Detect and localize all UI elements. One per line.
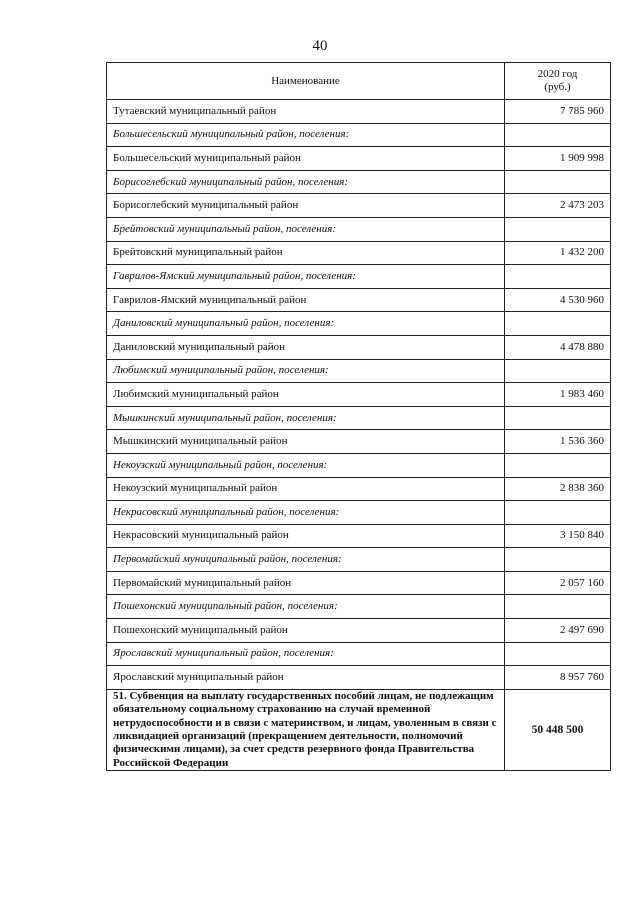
- budget-table: [106, 62, 611, 771]
- table-row: [107, 147, 611, 171]
- district-amount: 1 983 460: [505, 383, 611, 407]
- subvention-title: 51. Субвенция на выплату государственных пособий лицам, не подлежащим обязательному социальному страхованию на случай временной нетрудоспособности и в связи с материнством, и лицам, уволенным в связи с ликвидацией организаций (прекращением деятельности, полномочий физическими лицами), за счет средств резервного фонда Правительства Российской Федерации: [107, 689, 505, 770]
- district-name: Большесельский муниципальный район, поселения:: [107, 123, 505, 147]
- table-row-subheading: [107, 123, 611, 147]
- table-row: [107, 430, 611, 454]
- table-row-subheading: [107, 548, 611, 572]
- district-amount: 8 957 760: [505, 666, 611, 690]
- district-amount: 4 530 960: [505, 288, 611, 312]
- district-amount: 2 473 203: [505, 194, 611, 218]
- district-name: Даниловский муниципальный район: [107, 335, 505, 359]
- district-name: Большесельский муниципальный район: [107, 147, 505, 171]
- district-name: Гаврилов-Ямский муниципальный район: [107, 288, 505, 312]
- district-amount: [505, 642, 611, 666]
- table-row: [107, 241, 611, 265]
- district-name: Тутаевский муниципальный район: [107, 100, 505, 124]
- table-row: [107, 571, 611, 595]
- table-row-subheading: [107, 170, 611, 194]
- table-row-subheading: [107, 217, 611, 241]
- table-row: [107, 288, 611, 312]
- district-name: Некоузский муниципальный район, поселения:: [107, 453, 505, 477]
- district-amount: 1 432 200: [505, 241, 611, 265]
- column-header-year: 2020 год: [537, 68, 578, 80]
- table-row: [107, 524, 611, 548]
- district-amount: 1 909 998: [505, 147, 611, 171]
- column-header-amount: [505, 63, 611, 100]
- district-name: Любимский муниципальный район, поселения:: [107, 359, 505, 383]
- district-name: Пошехонский муниципальный район, поселения:: [107, 595, 505, 619]
- district-name: Борисоглебский муниципальный район: [107, 194, 505, 218]
- district-name: Брейтовский муниципальный район, поселения:: [107, 217, 505, 241]
- district-name: Любимский муниципальный район: [107, 383, 505, 407]
- district-amount: [505, 406, 611, 430]
- table-header-row: [107, 63, 611, 100]
- district-name: Пошехонский муниципальный район: [107, 619, 505, 643]
- district-amount: [505, 548, 611, 572]
- district-name: Первомайский муниципальный район: [107, 571, 505, 595]
- table-row: [107, 619, 611, 643]
- district-amount: [505, 312, 611, 336]
- column-header-unit: (руб.): [544, 81, 571, 93]
- district-name: Борисоглебский муниципальный район, поселения:: [107, 170, 505, 194]
- district-amount: 1 536 360: [505, 430, 611, 454]
- district-name: Первомайский муниципальный район, поселения:: [107, 548, 505, 572]
- table-row-subheading: [107, 453, 611, 477]
- district-amount: [505, 123, 611, 147]
- table-row-subheading: [107, 642, 611, 666]
- table-row: [107, 666, 611, 690]
- district-name: Брейтовский муниципальный район: [107, 241, 505, 265]
- district-amount: [505, 265, 611, 289]
- district-name: Ярославский муниципальный район, поселения:: [107, 642, 505, 666]
- page-number: 40: [312, 38, 328, 54]
- district-name: Некрасовский муниципальный район, поселения:: [107, 501, 505, 525]
- district-amount: 2 057 160: [505, 571, 611, 595]
- table-row: [107, 335, 611, 359]
- table-row-subheading: [107, 501, 611, 525]
- table-row-subheading: [107, 359, 611, 383]
- district-name: Мышкинский муниципальный район, поселения:: [107, 406, 505, 430]
- district-amount: 3 150 840: [505, 524, 611, 548]
- district-name: Некрасовский муниципальный район: [107, 524, 505, 548]
- district-amount: [505, 501, 611, 525]
- district-name: Ярославский муниципальный район: [107, 666, 505, 690]
- subvention-total-row: [107, 689, 611, 770]
- table-row-subheading: [107, 312, 611, 336]
- table-row-subheading: [107, 265, 611, 289]
- district-amount: [505, 453, 611, 477]
- table-row-subheading: [107, 595, 611, 619]
- subvention-amount: 50 448 500: [505, 689, 611, 770]
- table-body: [107, 100, 611, 690]
- district-name: Некоузский муниципальный район: [107, 477, 505, 501]
- district-name: Мышкинский муниципальный район: [107, 430, 505, 454]
- district-amount: 2 497 690: [505, 619, 611, 643]
- district-amount: [505, 217, 611, 241]
- table-row: [107, 194, 611, 218]
- table-row-subheading: [107, 406, 611, 430]
- district-amount: [505, 170, 611, 194]
- district-amount: 2 838 360: [505, 477, 611, 501]
- district-amount: 4 478 880: [505, 335, 611, 359]
- district-name: Гаврилов-Ямский муниципальный район, поселения:: [107, 265, 505, 289]
- table-row: [107, 383, 611, 407]
- column-header-name: Наименование: [107, 63, 505, 100]
- table-row: [107, 100, 611, 124]
- district-amount: [505, 595, 611, 619]
- district-amount: 7 785 960: [505, 100, 611, 124]
- district-amount: [505, 359, 611, 383]
- table-row: [107, 477, 611, 501]
- district-name: Даниловский муниципальный район, поселения:: [107, 312, 505, 336]
